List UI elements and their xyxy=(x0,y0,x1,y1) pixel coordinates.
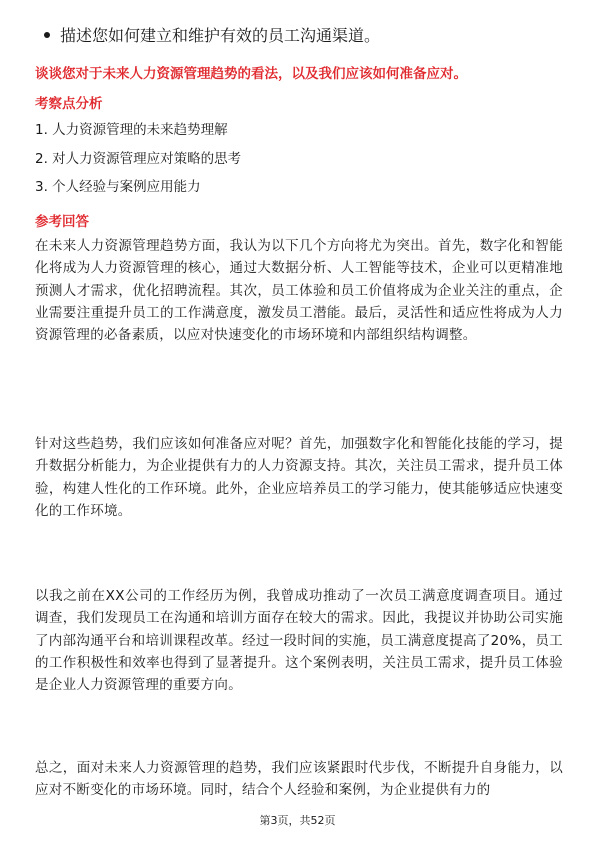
page-footer: 第3页，共52页 xyxy=(259,814,336,827)
answer-paragraph-4: 总之，面对未来人力资源管理的趋势，我们应该紧跟时代步伐，不断提升自身能力，以应对不断变化的市场环境。同时，结合个人经验和案例，为企业提供有力的 xyxy=(35,760,563,799)
bullet-item xyxy=(44,24,564,48)
analysis-point-3: 3. 个人经验与案例应用能力 xyxy=(35,179,201,195)
bullet-text: 描述您如何建立和维护有效的员工沟通渠道。 xyxy=(60,26,381,45)
question-heading: 谈谈您对于未来人力资源管理趋势的看法，以及我们应该如何准备应对。 xyxy=(35,66,467,82)
answer-paragraph-1: 在未来人力资源管理趋势方面，我认为以下几个方向将尤为突出。首先，数字化和智能化将成为人力资源管理的核心，通过大数据分析、人工智能等技术，企业可以更精准地预测人才需求，优化招聘流程。其次，员工体验和员工价值将成为企业关注的重点，企业需要注重提升员工的工作满意度，激发员工潜能。最后，灵活性和适应性将成为人力资源管理的必备素质，以应对快速变化的市场环境和内部组织结构调整。 xyxy=(35,238,563,344)
bullet-dot-icon xyxy=(44,32,50,38)
answer-paragraph-2: 针对这些趋势，我们应该如何准备应对呢？首先，加强数字化和智能化技能的学习，提升数据分析能力，为企业提供有力的人力资源支持。其次，关注员工需求，提升员工体验，构建人性化的工作环境。此外，企业应培养员工的学习能力，使其能够适应快速变化的工作环境。 xyxy=(35,436,563,519)
analysis-point-1: 1. 人力资源管理的未来趋势理解 xyxy=(35,122,228,138)
analysis-point-2: 2. 对人力资源管理应对策略的思考 xyxy=(35,151,242,167)
answer-label: 参考回答 xyxy=(35,214,89,230)
analysis-label: 考察点分析 xyxy=(35,96,103,112)
answer-paragraph-3: 以我之前在XX公司的工作经历为例，我曾成功推动了一次员工满意度调查项目。通过调查，我们发现员工在沟通和培训方面存在较大的需求。因此，我提议并协助公司实施了内部沟通平台和培训课程改革。经过一段时间的实施，员工满意度提高了20%，员工的工作积极性和效率也得到了显著提升。这个案例表明，关注员工需求，提升员工体验是企业人力资源管理的重要方向。 xyxy=(35,588,563,694)
